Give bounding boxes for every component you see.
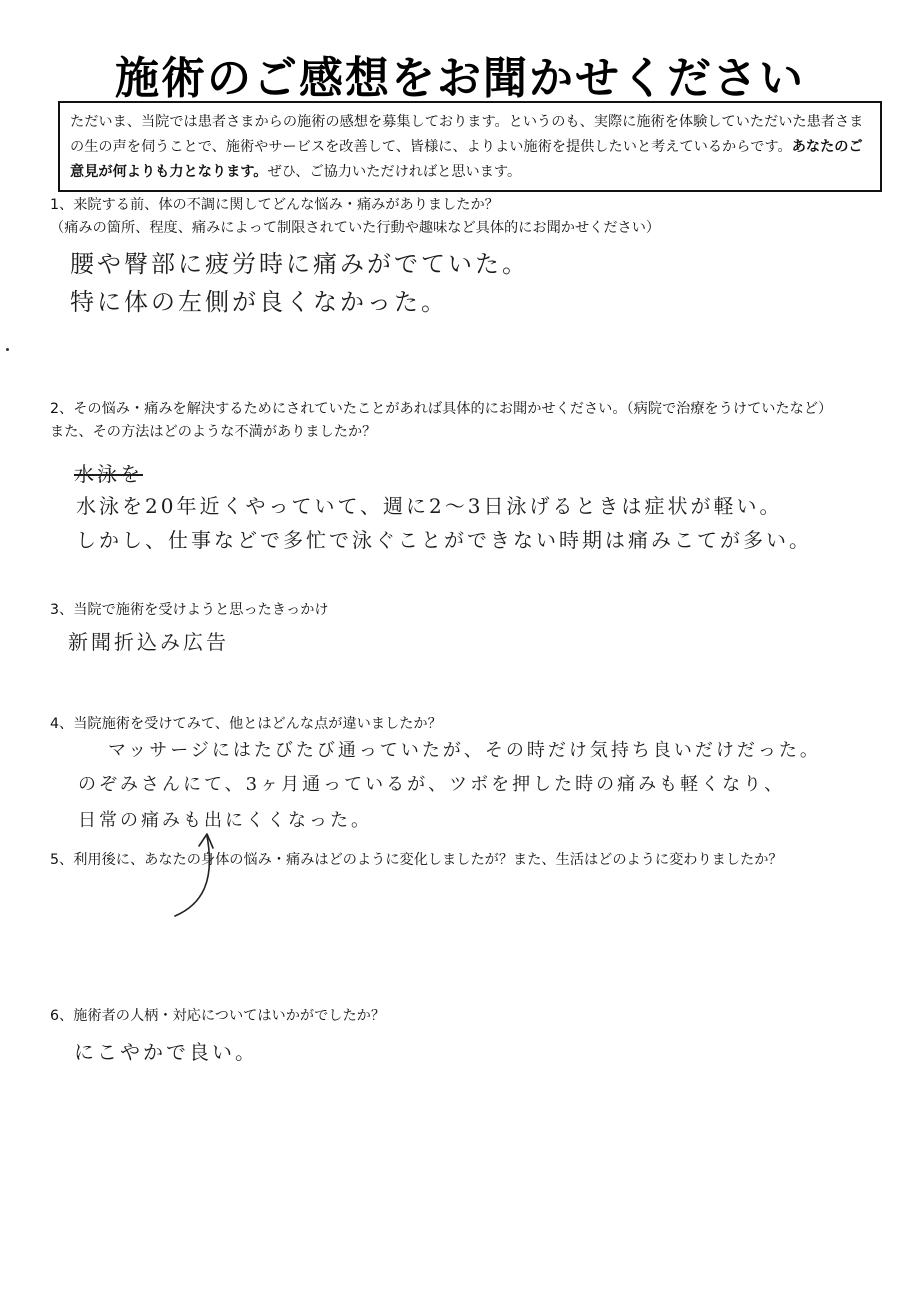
handdrawn-arrow-icon [165, 828, 225, 924]
intro-bold-text: あなたのご意見が何よりも力となります。 [70, 139, 863, 180]
answer-1-line-2: 特に体の左側が良くなかった。 [70, 288, 448, 316]
question-5: 5、利用後に、あなたの身体の悩み・痛みはどのように変化しましたが？また、生活はどのように変わりましたか？ [50, 852, 783, 868]
question-4: 4、当院施術を受けてみて、他とはどんな点が違いましたか？ [50, 716, 442, 732]
question-2-note: また、その方法はどのような不満がありましたか？ [50, 424, 377, 440]
question-1-note: （痛みの箇所、程度、痛みによって制限されていた行動や趣味など具体的にお聞かせください） [50, 220, 661, 236]
answer-3: 新聞折込み広告 [68, 630, 229, 654]
answer-4-line-3: 日常の痛みも出にくくなった。 [78, 810, 372, 831]
answer-2-line-1: 水泳を20年近くやっていて、週に2〜3日泳げるときは症状が軽い。 [76, 494, 783, 518]
question-1: 1、来院する前、体の不調に関してどんな悩み・痛みがありましたか？ [50, 197, 499, 213]
answer-6: にこやかで良い。 [74, 1040, 258, 1064]
intro-text: ただいま、当院では患者さまからの施術の感想を募集しております。というのも、実際に施術を体験していただいた患者さまの生の声を伺うことで、施術やサービスを改善して、皆様に、よりよい施術を提供したいと考えているからです。 [70, 114, 864, 155]
answer-4-line-2: のぞみさんにて、3ヶ月通っているが、ツボを押した時の痛みも軽くなり、 [78, 774, 786, 795]
answer-2-line-2: しかし、仕事などで多忙で泳ぐことができない時期は痛みこてが多い。 [76, 528, 812, 552]
margin-mark [6, 348, 9, 351]
question-3: 3、当院で施術を受けようと思ったきっかけ [50, 602, 329, 618]
answer-2-struck-text: 水泳を [74, 462, 143, 486]
intro-box [58, 101, 882, 192]
answer-1-line-1: 腰や臀部に疲労時に痛みがでていた。 [70, 250, 529, 278]
intro-closing-text: ぜひ、ご協力いただければと思います。 [267, 164, 522, 180]
page-title: 施術のご感想をお聞かせください [115, 53, 805, 104]
question-6: 6、施術者の人柄・対応についてはいかがでしたか？ [50, 1008, 386, 1024]
question-2: 2、その悩み・痛みを解決するためにされていたことがあれば具体的にお聞かせください。（病院で治療をうけていたなど） [50, 401, 833, 417]
answer-4-line-1: マッサージにはたびたび通っていたが、その時だけ気持ち良いだけだった。 [108, 740, 821, 761]
